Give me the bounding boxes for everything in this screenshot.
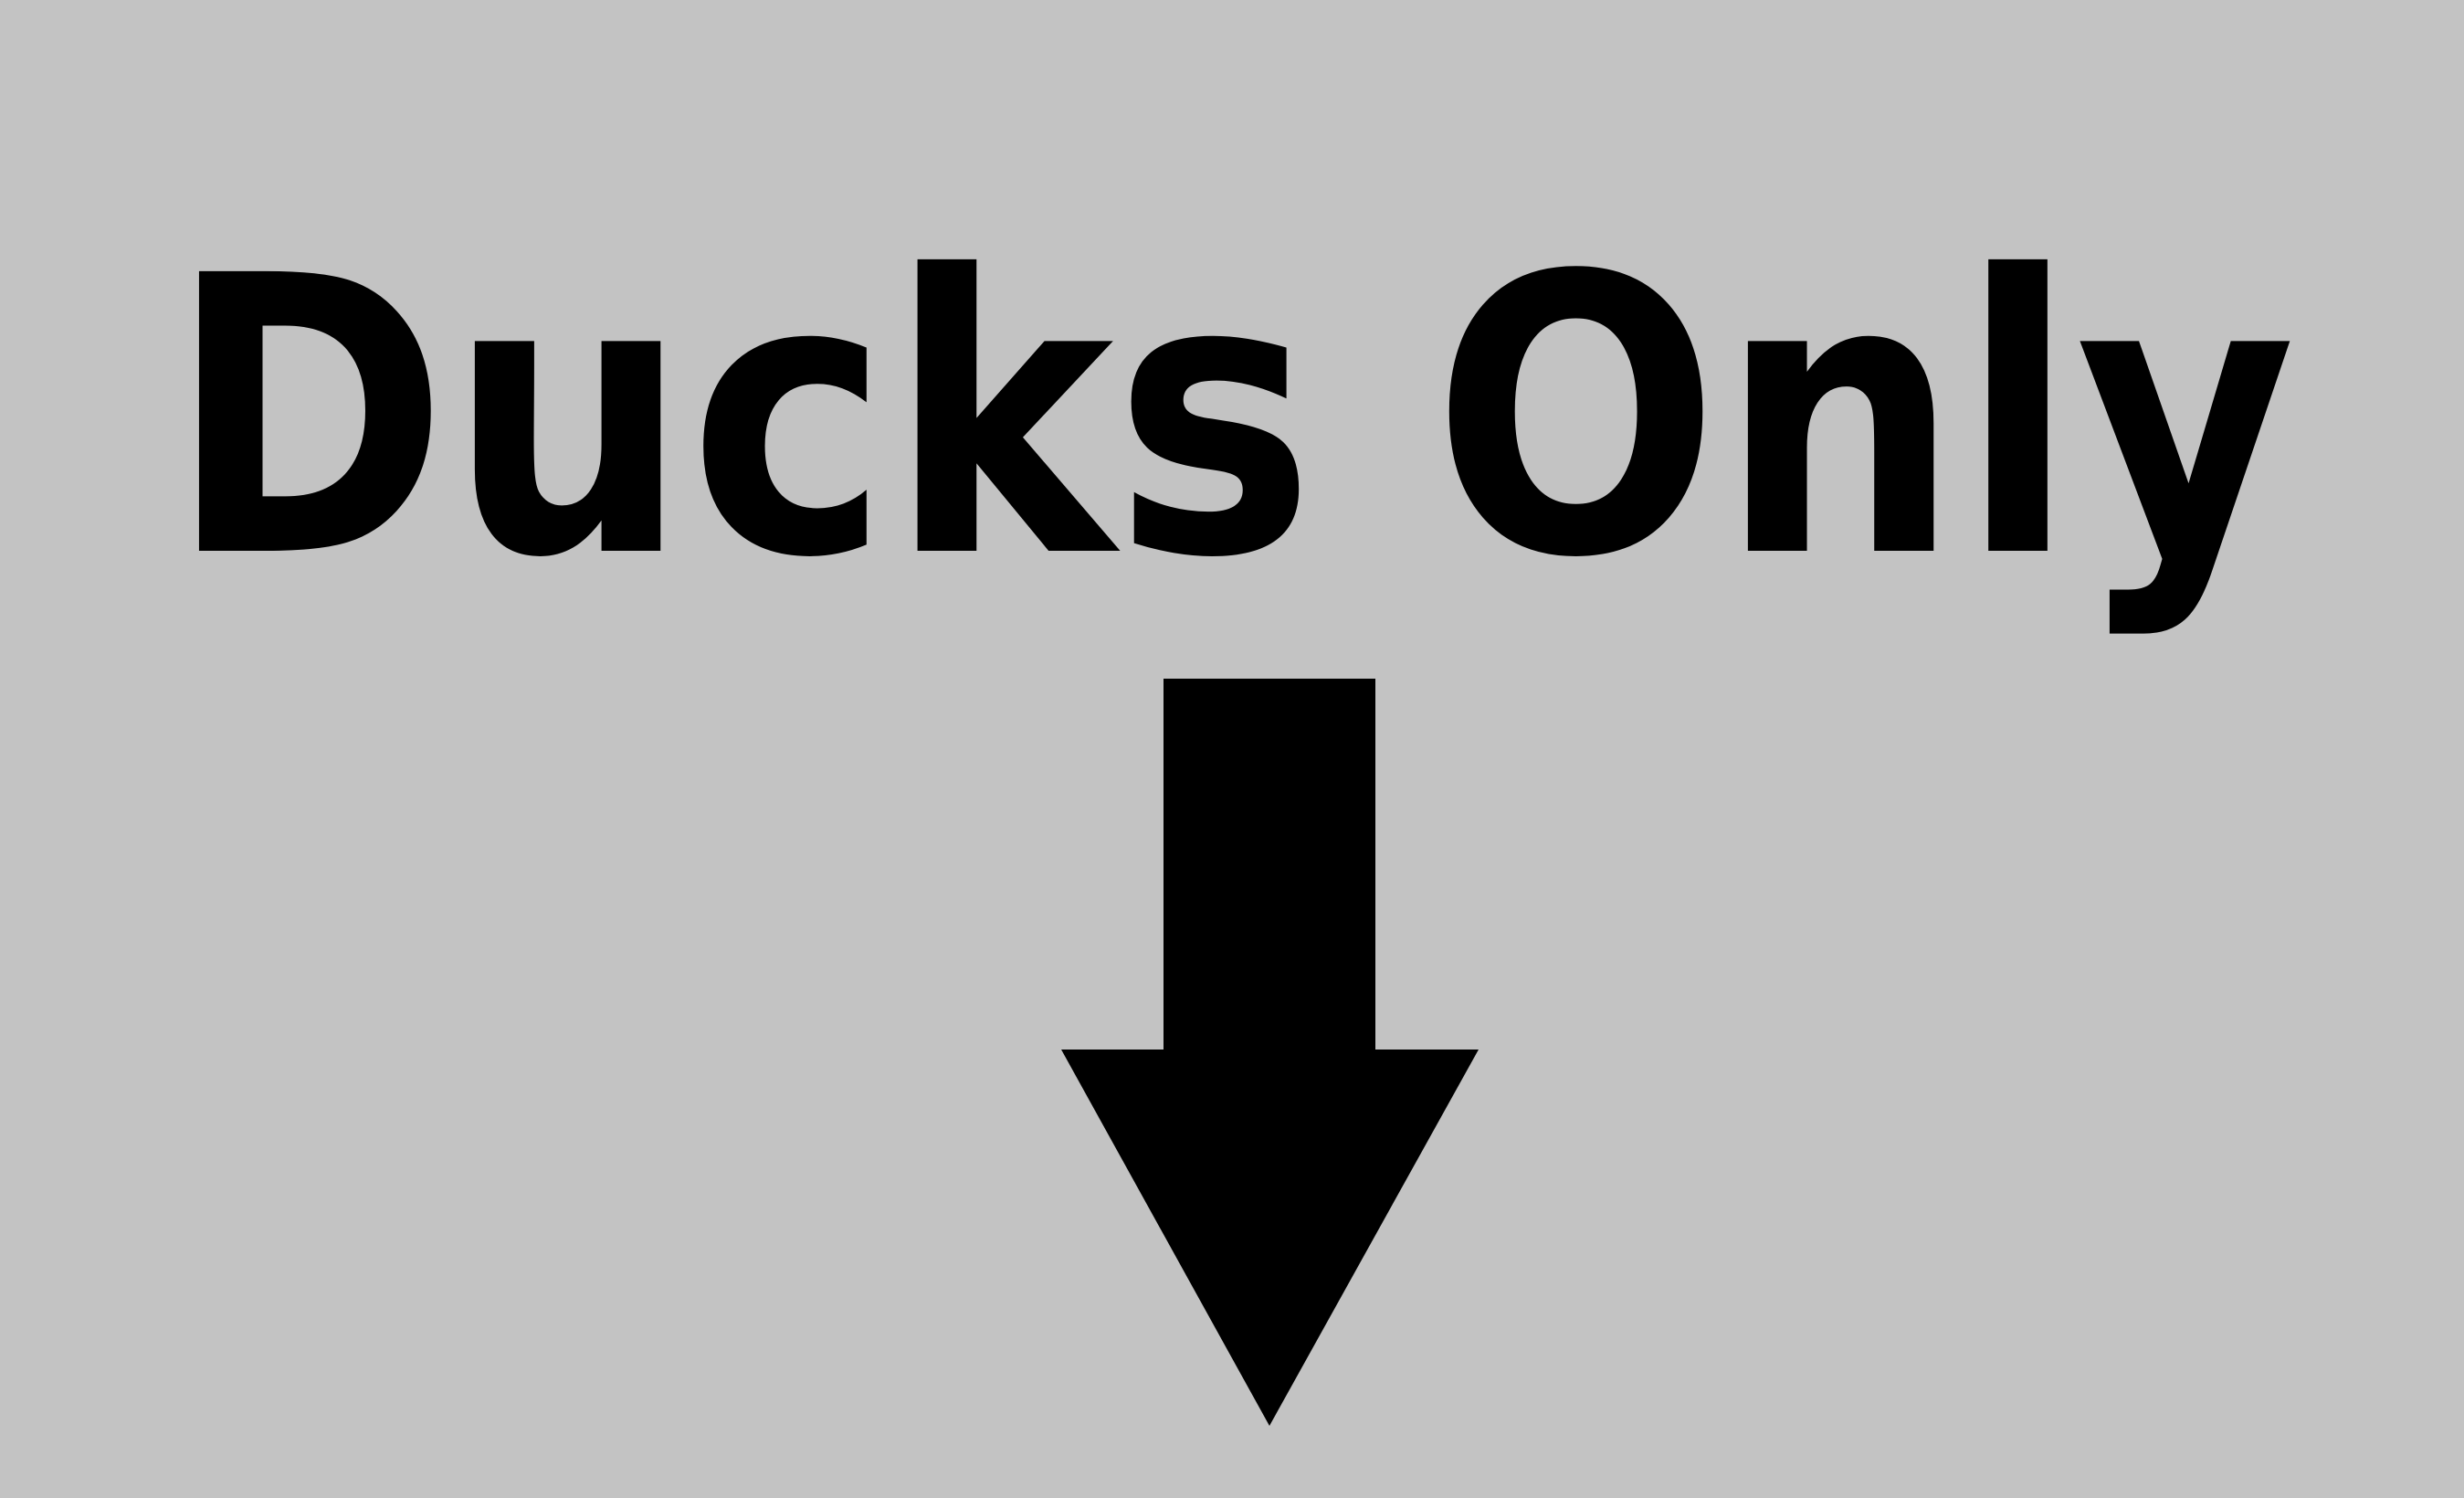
- arrow-down-shape: [1061, 679, 1479, 1426]
- sign-text: Ducks Only: [168, 195, 2296, 642]
